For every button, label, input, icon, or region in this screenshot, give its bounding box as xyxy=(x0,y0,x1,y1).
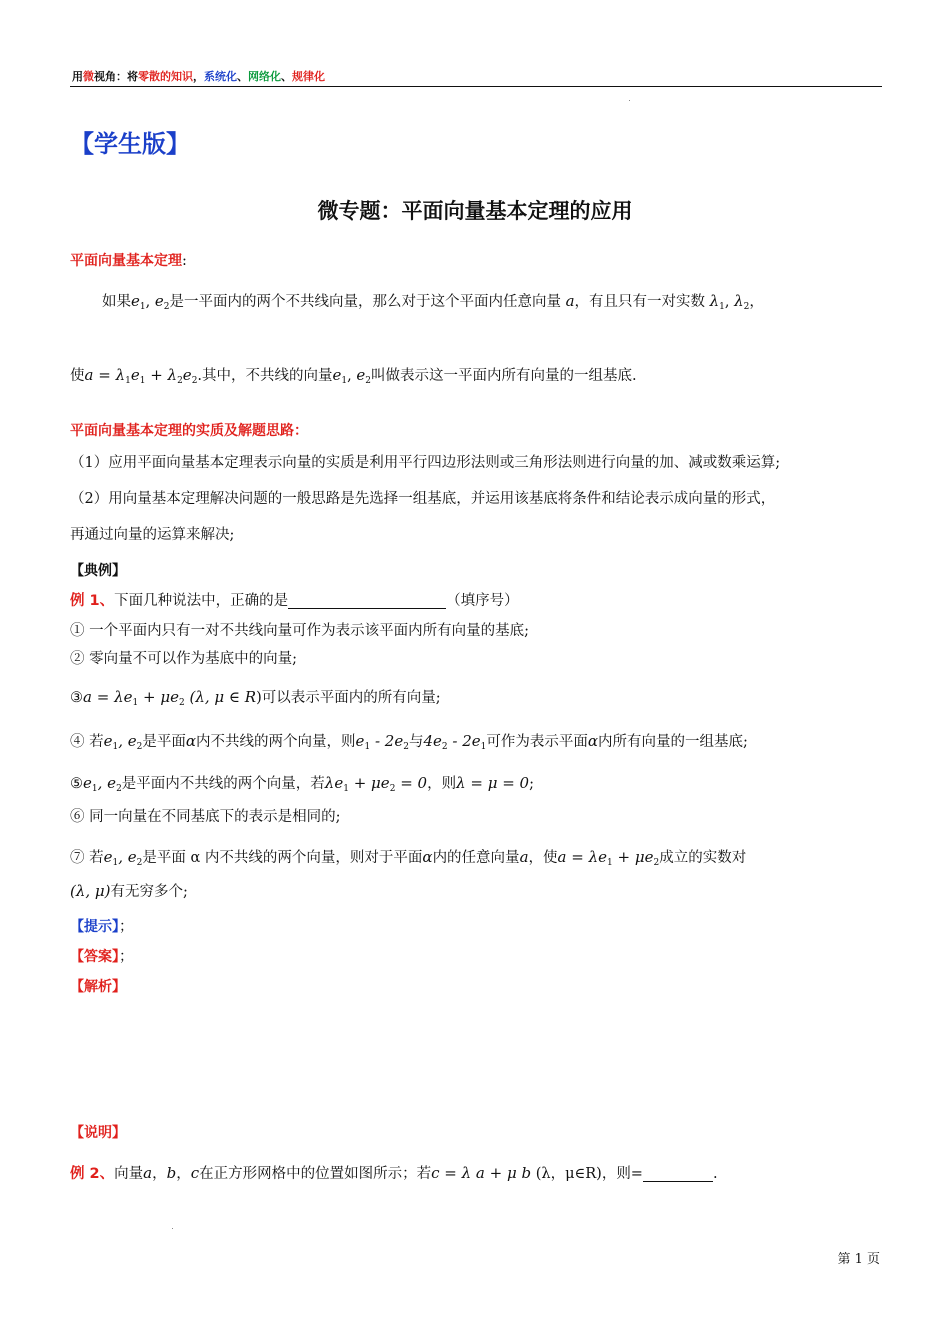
math: b xyxy=(166,1164,177,1182)
header-text: 零散的知识 xyxy=(138,70,193,83)
text: 有无穷多个; xyxy=(110,884,188,900)
math: b xyxy=(521,1164,532,1182)
answer-row xyxy=(70,946,134,968)
math: 2 xyxy=(365,376,371,386)
math: e xyxy=(127,732,137,750)
text: 在正方形网格中的位置如图所示；若 xyxy=(199,1166,432,1182)
math: e xyxy=(598,848,607,866)
math: 1 xyxy=(125,376,131,386)
math: 2 xyxy=(389,784,396,794)
text: 是一平面内的两个不共线向量，那么对于这个平面内任意向量 xyxy=(169,294,561,310)
math: e xyxy=(471,732,481,750)
math: e xyxy=(131,292,140,310)
hint-row xyxy=(70,916,134,938)
statement-2: ② 零向量不可以作为基底中的向量; xyxy=(70,651,297,667)
math: 1 xyxy=(132,698,139,708)
theorem-heading-colon: : xyxy=(182,253,187,269)
math: e xyxy=(170,688,179,706)
math: e xyxy=(380,774,390,792)
text: )可以表示平面内的所有向量; xyxy=(256,690,441,706)
math: e xyxy=(356,366,366,384)
math: 2 xyxy=(743,302,750,312)
text: 内不共线的两个向量，则 xyxy=(196,734,356,750)
text: 叫做表示这一平面内所有向量的一组基底. xyxy=(371,368,637,384)
math: a xyxy=(84,366,94,384)
math: e xyxy=(355,732,365,750)
math: α xyxy=(185,732,197,750)
math: 2 xyxy=(116,784,122,794)
math: e xyxy=(334,774,344,792)
math: α xyxy=(587,732,599,750)
speck xyxy=(172,1228,173,1229)
math: 2 xyxy=(163,302,170,312)
math: 1 xyxy=(112,858,119,868)
math: λ xyxy=(324,774,335,792)
text: . xyxy=(712,1166,718,1182)
theorem-line-1: 如果$e_1$, $e_2$是一平面内的两个不共线向量，那么对于这个平面内任意向量 a，有且只有一对实数 $\lambda_1$, $\lambda_2$， xyxy=(102,292,764,312)
theorem-heading-text: 平面向量基本定理 xyxy=(70,253,182,269)
header-text: 网络化 xyxy=(248,70,281,83)
statement-1: ① 一个平面内只有一对不共线向量可作为表示该平面内所有向量的基底; xyxy=(70,623,529,639)
text: 成立的实数对 xyxy=(659,850,747,866)
math: 2 xyxy=(653,858,660,868)
version-label: 【学生版】 xyxy=(70,130,190,158)
statement-5: $⑤e_1$, $e_2$是平面内不共线的两个向量，若$\lambda e_1 + \mu e_2 = 0$，则λ = μ = 0; xyxy=(70,774,534,794)
text: 使 xyxy=(70,368,85,384)
math: a xyxy=(557,848,567,866)
math: 1 xyxy=(112,742,119,752)
math: e xyxy=(182,366,192,384)
example2-stem: 例 2、向量a，b，c在正方形网格中的位置如图所示；若c = λ a + μ b (λ，μ∈R)，则= . xyxy=(70,1164,718,1182)
math: λ xyxy=(195,688,205,706)
math: μ xyxy=(634,848,645,866)
header-text: 系统化 xyxy=(204,70,237,83)
text: 如果 xyxy=(102,294,131,310)
page-number: 第 1 页 xyxy=(837,1252,880,1267)
essence-p3: 再通过向量的运算来解决; xyxy=(70,527,235,543)
text: ④ 若 xyxy=(70,734,104,750)
text: (λ，μ∈R)，则= xyxy=(535,1166,643,1182)
math: λ xyxy=(461,1164,472,1182)
text: （填序号） xyxy=(446,593,519,609)
math: λ xyxy=(709,292,720,310)
math: λ xyxy=(114,688,124,706)
math: λ xyxy=(75,882,86,900)
answer-blank xyxy=(643,1165,713,1182)
text: 可作为表示平面 xyxy=(486,734,588,750)
text: ， xyxy=(152,1166,167,1182)
example2-label: 例 2、 xyxy=(70,1166,115,1182)
math: e xyxy=(107,774,117,792)
header-text: 、 xyxy=(237,70,248,83)
math: e xyxy=(332,366,342,384)
math: 2 xyxy=(136,858,143,868)
math: c xyxy=(190,1164,200,1182)
math: 1 xyxy=(480,742,487,752)
header-text: 视角：将 xyxy=(94,70,138,83)
text: ， xyxy=(749,294,764,310)
header-text: 用 xyxy=(72,70,83,83)
math: a xyxy=(519,848,529,866)
math: μ xyxy=(371,774,381,792)
math: 2 xyxy=(136,742,143,752)
math: e xyxy=(154,292,164,310)
text: 内所有向量的一组基底; xyxy=(598,734,748,750)
text: 是平面 α 内不共线的两个向量，则对于平面 xyxy=(142,850,423,866)
math: μ xyxy=(214,688,225,706)
math: α xyxy=(422,848,433,866)
math: 2 xyxy=(403,742,409,752)
statement-7-cont: (λ, μ)有无穷多个; xyxy=(70,882,188,900)
text: ； xyxy=(119,919,134,935)
statement-4: ④ 若$e_1$, $e_2$是平面α内不共线的两个向量，则$e_1 - 2e_2$与$4e_2 - 2e_1$可作为表示平面α内所有向量的一组基底; xyxy=(70,732,748,752)
math: a xyxy=(475,1164,485,1182)
text: ，则 xyxy=(427,776,457,792)
essence-p1: （1）应用平面向量基本定理表示向量的实质是利用平行四边形法则或三角形法则进行向量的加、减或数乘运算; xyxy=(70,455,781,471)
theorem-heading xyxy=(70,250,187,272)
header-divider xyxy=(70,86,882,87)
math: μ xyxy=(506,1164,517,1182)
header-text: 微 xyxy=(83,70,94,83)
theorem-line-2: 使$a = \lambda_1e_1 + \lambda_2e_2$.其中，不共线的向量$e_1$, $e_2$叫做表示这一平面内所有向量的一组基底. xyxy=(70,366,637,386)
math: a xyxy=(83,688,92,706)
answer-label: 【答案】 xyxy=(70,949,119,965)
text: ，使 xyxy=(528,850,558,866)
math: 1 xyxy=(719,302,725,312)
math: e xyxy=(123,688,133,706)
math: 2 xyxy=(177,376,183,386)
math: 1 xyxy=(91,784,98,794)
text: ③ xyxy=(70,690,83,706)
statement-6: ⑥ 同一向量在不同基底下的表示是相同的; xyxy=(70,809,341,825)
essence-p2: （2）用向量基本定理解决问题的一般思路是先选择一组基底，并运用该基底将条件和结论表示成向量的形式， xyxy=(70,491,776,507)
math: e xyxy=(83,774,92,792)
text: ； xyxy=(119,949,134,965)
math: λ xyxy=(167,366,178,384)
math: e xyxy=(103,848,113,866)
math: μ xyxy=(94,882,105,900)
text: 是平面 xyxy=(142,734,186,750)
statement-7: ⑦ 若$e_1$, $e_2$是平面 α 内不共线的两个向量，则对于平面α内的任意向量a，使$a = \lambda e_1 + \mu e_2$成立的实数对 xyxy=(70,848,747,868)
page-title: 微专题：平面向量基本定理的应用 xyxy=(317,199,633,223)
analysis-label: 【解析】 xyxy=(70,979,126,995)
text: .其中，不共线的向量 xyxy=(197,368,333,384)
note-label: 【说明】 xyxy=(70,1125,126,1141)
text: 是平面内不共线的两个向量，若 xyxy=(121,776,325,792)
math: e xyxy=(130,366,140,384)
text: 内的任意向量 xyxy=(432,850,520,866)
math: 1 xyxy=(343,784,349,794)
header-text: 、 xyxy=(281,70,292,83)
text: 与 xyxy=(408,734,424,750)
header-text: 规律化 xyxy=(292,70,325,83)
text: 下面几种说法中，正确的是 xyxy=(114,593,289,609)
example-heading: 【典例】 xyxy=(70,563,126,579)
statement-3: ③a = $\lambda e_1 + \mu e_2$ (λ, μ ∈ R)可以表示平面内的所有向量; xyxy=(70,688,441,708)
math: 1 xyxy=(139,302,146,312)
math: a xyxy=(143,1164,153,1182)
essence-heading: 平面向量基本定理的实质及解题思路： xyxy=(70,423,308,439)
math: 2 xyxy=(441,742,448,752)
text: 向量 xyxy=(114,1166,144,1182)
example1-stem xyxy=(70,590,519,612)
math: e xyxy=(127,848,137,866)
math: 1 xyxy=(364,742,371,752)
math: e xyxy=(103,732,113,750)
example1-label: 例 1、 xyxy=(70,593,115,609)
math: λ xyxy=(734,292,744,310)
math: μ xyxy=(487,774,498,792)
math: λ xyxy=(588,848,599,866)
math: 1 xyxy=(341,376,348,386)
math: μ xyxy=(160,688,171,706)
text: ; xyxy=(529,776,534,792)
math: c xyxy=(431,1164,440,1182)
math: 1 xyxy=(606,858,613,868)
math: e xyxy=(644,848,654,866)
answer-blank xyxy=(288,592,446,609)
hint-label: 【提示】 xyxy=(70,919,119,935)
page-header xyxy=(72,68,325,84)
text: ⑤ xyxy=(70,776,83,792)
text: ， xyxy=(176,1166,191,1182)
math: 2 xyxy=(191,376,198,386)
math: λ xyxy=(115,366,126,384)
math: a xyxy=(565,292,575,310)
math: e xyxy=(394,732,404,750)
header-text: ， xyxy=(193,70,204,83)
text: ，有且只有一对实数 xyxy=(574,294,706,310)
text: ⑦ 若 xyxy=(70,850,104,866)
math: 2 xyxy=(178,698,185,708)
math: 1 xyxy=(139,376,146,386)
speck xyxy=(629,100,630,101)
math: λ xyxy=(456,774,466,792)
math: e xyxy=(433,732,442,750)
